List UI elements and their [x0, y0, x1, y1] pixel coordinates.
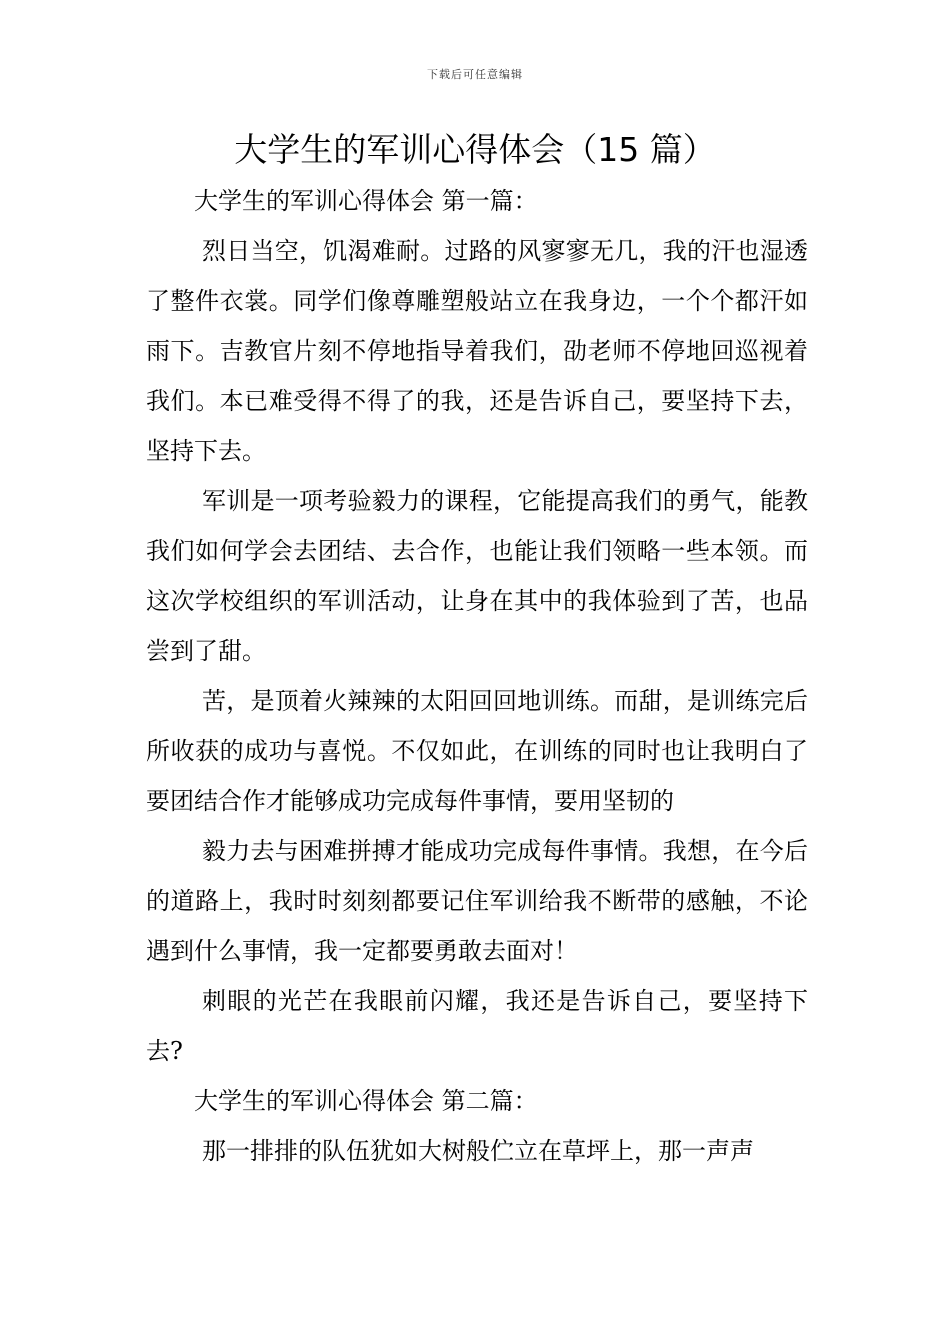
- body-paragraph: 毅力去与困难拼搏才能成功完成每件事情。我想，在今后的道路上，我时时刻刻都要记住军训给我不断带的感触，不论遇到什么事情，我一定都要勇敢去面对！: [146, 837, 808, 965]
- document-title: 大学生的军训心得体会（15 篇）: [234, 130, 716, 169]
- body-paragraph: 刺眼的光芒在我眼前闪耀，我还是告诉自己，要坚持下去?: [146, 987, 808, 1065]
- section-heading: 大学生的军训心得体会 第二篇：: [194, 1087, 538, 1115]
- body-paragraph: 那一排排的队伍犹如大树般伫立在草坪上，那一声声: [202, 1137, 754, 1165]
- body-paragraph: 苦，是顶着火辣辣的太阳回回地训练。而甜，是训练完后所收获的成功与喜悦。不仅如此，在训练的同时也让我明白了要团结合作才能够成功完成每件事情，要用坚韧的: [146, 687, 808, 815]
- document-body: [146, 176, 808, 1176]
- body-paragraph: 烈日当空，饥渴难耐。过路的风寥寥无几，我的汗也湿透了整件衣裳。同学们像尊雕塑般站立在我身边，一个个都汗如雨下。吉教官片刻不停地指导着我们，劭老师不停地回巡视着我们。本已难受得不得了的我，还是告诉自己，要坚持下去，坚持下去。: [146, 237, 808, 465]
- section-heading: 大学生的军训心得体会 第一篇：: [194, 187, 538, 215]
- header-note: 下载后可任意编辑: [427, 68, 523, 81]
- body-paragraph: 军训是一项考验毅力的课程，它能提高我们的勇气，能教我们如何学会去团结、去合作，也能让我们领略一些本领。而这次学校组织的军训活动，让身在其中的我体验到了苦，也品尝到了甜。: [146, 487, 808, 665]
